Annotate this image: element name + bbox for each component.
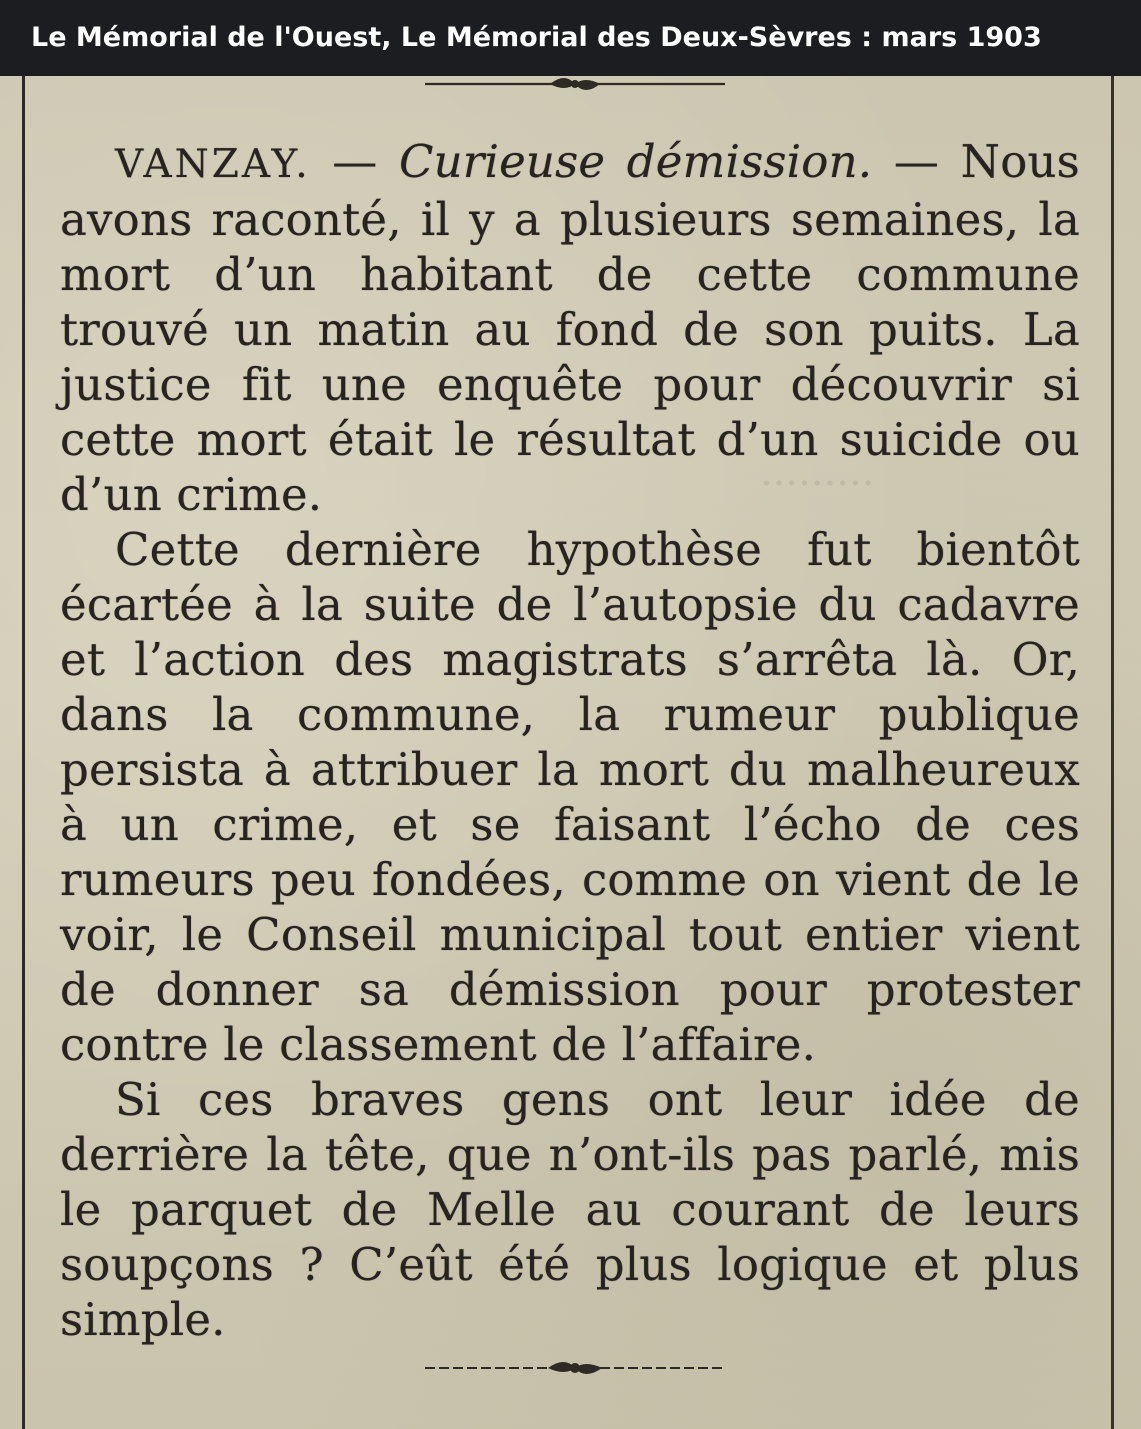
article-headline: Curieuse démission. [398,135,873,188]
dash-separator: — [893,135,940,188]
column-rule-left [22,76,25,1429]
newspaper-scan [0,76,1141,1429]
dash-separator: — [332,135,378,188]
separator-ornament-icon [420,1356,730,1386]
article-paragraph-1 [60,134,1080,522]
article-paragraph-2: Cette dernière hypothèse fut bientôt écartée à la suite de l’autopsie du cadavre et l’action des magistrats s’arrêta là. Or, dans la commune, la rumeur publique persista à attribuer la mort du malheureux à un crime, et se faisant l’écho de ces rumeurs peu fondées, comme on vient de le voir, le Conseil municipal tout entier vient de donner sa démission pour protester contre le classement de l’affaire. [60,523,1080,1071]
column-rule-right [1111,76,1114,1429]
separator-ornament-icon [420,76,730,104]
article [60,134,1080,1347]
bleed-through-text: ········· [760,461,875,507]
window-title: Le Mémorial de l'Ouest, Le Mémorial des Deux-Sèvres : mars 1903 [0,0,1141,76]
article-body-1: Nous avons raconté, il y a plusieurs semaines, la mort d’un habitant de cette commune trouvé un matin au fond de son puits. La justice fit une enquête pour découvrir si cette mort était le résultat d’un suicide ou d’un crime. [60,135,1080,521]
article-paragraph-3: Si ces braves gens ont leur idée de derrière la tête, que n’ont-ils pas parlé, mis le parquet de Melle au courant de leurs soupçons ? C’eût été plus logique et plus simple. [60,1073,1080,1346]
article-place: VANZAY. [115,142,311,187]
